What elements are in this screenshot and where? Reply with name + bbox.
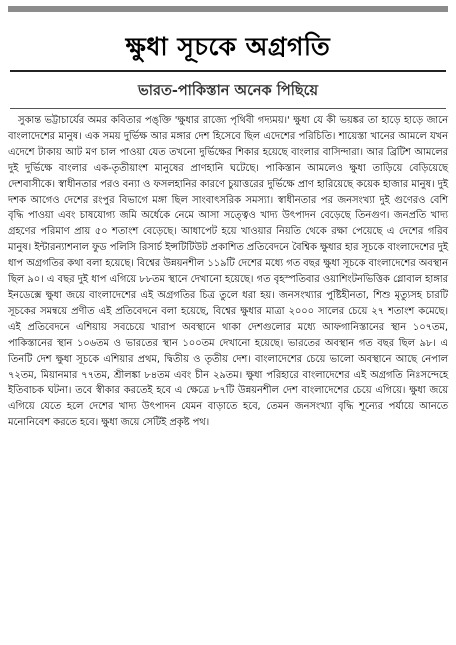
subheadline: ভারত-পাকিস্তান অনেক পিছিয়ে [137, 83, 319, 99]
article-body [8, 113, 448, 431]
top-grey-bar [8, 6, 448, 12]
headline: ক্ষুধা সূচকে অগ্রগতি [125, 32, 331, 61]
headline-divider [10, 70, 446, 72]
subheadline-divider [10, 108, 446, 109]
article-paragraph: সুকান্ত ভট্টাচার্যের অমর কবিতার পঙ্‌ক্তি 'ক্ষুধার রাজ্যে পৃথিবী গদ্যময়।' ক্ষুধা যে কী ভয়ঙ্কর তা হাড়ে হাড়ে জানে বাংলাদেশের মানুষ। এক সময় দুর্ভিক্ষ আর মঙ্গার দেশ হিসেবে ছিল এদেশের পরিচিতি। শায়েস্তা খানের আমলে যখন এদেশে টাকায় আট মণ চাল পাওয়া যেত তখনো দুর্ভিক্ষের শিকার হয়েছে বাংলার বাসিন্দারা। আর ব্রিটিশ আমলের দুই দুর্ভিক্ষে বাংলার এক-তৃতীয়াংশ মানুষের প্রাণহানি ঘটেছে। পাকিস্তান আমলেও ক্ষুধা তাড়িয়ে বেড়িয়েছে দেশবাসীকে। স্বাধীনতার পরও বন্যা ও ফসলহানির কারণে চুয়াত্তরের দুর্ভিক্ষে প্রাণ হারিয়েছে কয়েক হাজার মানুষ। দুই দশক আগেও দেশের রংপুর বিভাগে মঙ্গা ছিল সাংবাৎসরিক সমস্যা। স্বাধীনতার পর জনসংখ্যা দুই গুণেরও বেশি বৃদ্ধি পাওয়া এবং চাষযোগ্য জমি অর্ধেকে নেমে আসা সত্ত্বেও খাদ্য উৎপাদন বেড়েছে তিনগুণ। জনপ্রতি খাদ্য গ্রহণের পরিমাণ প্রায় ৫০ শতাংশ বেড়েছে। আধাপেট হয়ে খাওয়ার নিয়তি থেকে রক্ষা পেয়েছে এ দেশের গরিব মানুষ। ইন্টারন্যাশনাল ফুড পলিসি রিসার্চ ইন্সটিটিউট প্রকাশিত প্রতিবেদনে বৈশ্বিক ক্ষুধার হার সূচকে বাংলাদেশের দুই ধাপ অগ্রগতির কথা বলা হয়েছে। বিশ্বের উন্নয়নশীল ১১৯টি দেশের মধ্যে গত বছর ক্ষুধা সূচকে বাংলাদেশের অবস্থান ছিল ৯০। এ বছর দুই ধাপ এগিয়ে ৮৮তম স্থানে দেখানো হয়েছে। গত বৃহস্পতিবার ওয়াশিংটনভিত্তিক গ্লোবাল হাঙ্গার ইনডেক্সে ক্ষুধা জয়ে বাংলাদেশের এই অগ্রগতির চিত্র তুলে ধরা হয়। জনসংখ্যার পুষ্টিহীনতা, শিশু মৃত্যুসহ চারটি সূচকের সমন্বয়ে প্রণীত এই প্রতিবেদনে বলা হয়েছে, বিশ্বের ক্ষুধার মাত্রা ২০০০ সালের চেয়ে ২৭ শতাংশ কমেছে। এই প্রতিবেদনে এশিয়ায় সবচেয়ে খারাপ অবস্থানে থাকা দেশগুলোর মধ্যে আফগানিস্তানের স্থান ১০৭তম, পাকিস্তানের স্থান ১০৬তম ও ভারতের স্থান ১০০তম দেখানো হয়েছে। ভারতের অবস্থান গত বছর ছিল ৯৮। এ তিনটি দেশ ক্ষুধা সূচকে এশিয়ার প্রথম, দ্বিতীয় ও তৃতীয় দেশ। বাংলাদেশের চেয়ে ভালো অবস্থানে আছে নেপাল ৭২তম, মিয়ানমার ৭৭তম, শ্রীলঙ্কা ৮৪তম এবং চীন ২৯তম। ক্ষুধা পরিহারে বাংলাদেশের এই অগ্রগতি নিঃসন্দেহে ইতিবাচক ঘটনা। তবে স্বীকার করতেই হবে এ ক্ষেত্রে ৮৭টি উন্নয়নশীল দেশ বাংলাদেশের চেয়ে এগিয়ে। ক্ষুধা জয়ে এগিয়ে যেতে হলে দেশের খাদ্য উৎপাদন যেমন বাড়াতে হবে, তেমন জনসংখ্যা বৃদ্ধি শূন্যের পর্যায়ে আনতে মনোনিবেশ করতে হবে। ক্ষুধা জয়ে সেটিই প্রকৃষ্ট পথ। [8, 115, 448, 429]
